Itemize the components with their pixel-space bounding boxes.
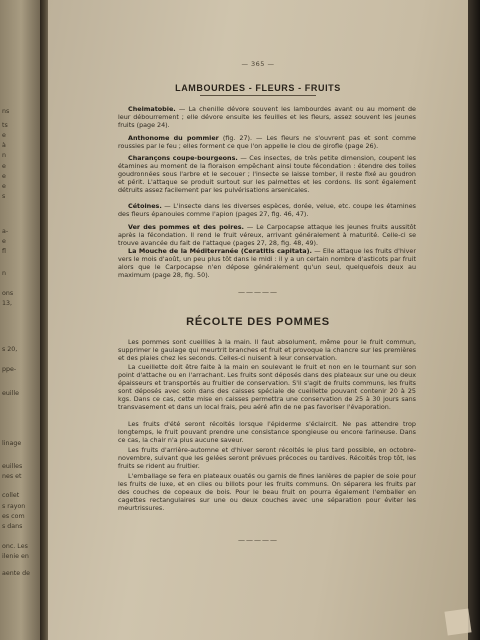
corner-label — [444, 608, 471, 635]
left-page-fragment: n — [2, 152, 6, 159]
section-divider-end: ————— — [238, 536, 278, 544]
harvest-paragraph: La cueillette doit être faite à la main en soulevant le fruit et non en le tournant sur son point d'attache ou en l'arrachant. Les fruits sont déposés dans des plateaux sur une ou deux épaisseurs et transportés au fruitier de conservation. S'il s'agit de fruits communs, les fruits sont déposés avec soin dans des caisses spéciale de cueillette pouvant contenir 20 à 25 kgs. Dans ce cas, cette mise en caisses permettra une conservation de 25 à 30 jours sans transvasement et dans un local frais, peu aéré afin de ne pas favoriser l'évaporation. — [118, 363, 416, 412]
left-page-fragment: 13, — [2, 300, 13, 307]
left-page-fragment: ts — [2, 122, 8, 129]
right-page — [48, 0, 468, 640]
left-page-fragment: e — [2, 132, 6, 139]
left-page-fragment: s rayon — [2, 503, 26, 510]
left-page-fragment: onc. Les — [2, 543, 28, 550]
left-page-fragment: euille — [2, 390, 19, 397]
pest-name: Cheimatobie. — [128, 105, 176, 113]
section-divider: ————— — [238, 288, 278, 296]
left-page-fragment: euilles — [2, 463, 23, 470]
left-page-fragment: collet — [2, 492, 20, 499]
pest-name: La Mouche de la Méditerranée (Ceratitis capitata). — [128, 247, 312, 255]
left-page-fragment: a- — [2, 228, 9, 235]
left-page-fragment: ns — [2, 108, 10, 115]
harvest-paragraph: L'emballage se fera en plateaux ouatés ou garnis de fines lanières de papier de soie pour les fruits de luxe, et en clies ou billots pour les fruits communs. On séparera les fruits par des couches de copeaux de bois. Pour le beau fruit on pourra également l'emballer en cagettes rectangulaires sur une ou deux couches avec une séparation pour éviter les meurtrissures. — [118, 472, 416, 513]
pest-name: Anthonome du pommier — [128, 134, 219, 142]
pest-description: — L'insecte dans les diverses espèces, dorée, velue, etc. coupe les étamines des fleurs épanouies comme l'apion (pages 27, fig. 46, 47). — [118, 202, 416, 219]
left-page-edge — [0, 0, 42, 640]
pest-name: Charançons coupe-bourgeons. — [128, 154, 238, 162]
left-page-fragment: fl — [2, 248, 6, 255]
harvest-paragraph: Les fruits d'été seront récoltés lorsque l'épiderme s'éclaircit. Ne pas attendre trop longtemps, le fruit pouvant prendre une consistance spongieuse ou encore farineuse. Dans ce cas, la chair n'a plus aucune saveur. — [118, 420, 416, 445]
section-title-lambourdes: LAMBOURDES - FLEURS - FRUITS — [175, 83, 341, 93]
left-page-fragment: n — [2, 270, 6, 277]
pest-paragraph — [118, 105, 416, 129]
pest-description: — Ces insectes, de très petite dimension, coupent les étamines au moment de la floraison empêchant ainsi toute fécondation : étendre des toiles goudronnées sous l'arbre et le secouer ; l'insecte se laisse tomber, il reste fixé au goudron et périt. L'attaque se produit surtout sur les palmettes et les cordons. Ils sont également détruits assez facilement par les pulvérisations arsenicales. — [118, 154, 417, 195]
left-page-fragment: s dans — [2, 523, 23, 530]
left-page-fragment: e — [2, 173, 6, 180]
pest-paragraph — [118, 223, 416, 247]
pest-description: (fig. 27). — Les fleurs ne s'ouvrent pas et sont comme roussies par le feu ; elles forment ce que l'on appelle le clou de girofle (page 26). — [118, 134, 416, 151]
pest-paragraph — [118, 202, 416, 218]
left-page-fragment: à — [2, 142, 6, 149]
harvest-paragraph: Les pommes sont cueillies à la main. Il faut absolument, même pour le fruit commun, supprimer le gaulage qui meurtrit branches et fruit et provoque la chancre sur les premières et des plaies chez les seconds. Celles-ci nuisent à leur conservation. — [118, 338, 416, 363]
left-page-fragment: ons — [2, 290, 14, 297]
pest-paragraph — [118, 154, 416, 194]
left-page-fragment: aente de — [2, 570, 30, 577]
section-title-recolte: RÉCOLTE DES POMMES — [186, 316, 330, 328]
left-page-fragment: es com — [2, 513, 25, 520]
pest-description: — Elle attaque les fruits d'hiver vers le mois d'août, un peu plus tôt dans le midi : il y a un certain nombre d'asticots par fruit alors que le Carpocapse n'en dépose généralement qu'un seul, quelquefois deux au maximum (page 28, fig. 50). — [118, 247, 416, 280]
pest-paragraph — [118, 247, 416, 279]
left-page-fragment: s 20, — [2, 346, 18, 353]
pest-name: Ver des pommes et des poires. — [128, 223, 244, 231]
pest-name: Cétoines. — [128, 202, 162, 210]
left-page-fragment: s — [2, 193, 6, 200]
title-underline — [200, 95, 316, 96]
harvest-paragraph: Les fruits d'arrière-automne et d'hiver seront récoltés le plus tard possible, en octobre-novembre, suivant que les gelées seront prévues précoces ou tardives. Récoltés trop tôt, les fruits se rident au fruitier. — [118, 446, 416, 471]
pest-description: — Le Carpocapse attaque les jeunes fruits aussitôt après la fécondation. Il rend le fruit véreux, arrivant généralement à maturité. Celle-ci se trouve avancée du fait de l'attaque (pages 27, 28, fig. 48, 49). — [118, 223, 416, 248]
left-page-fragment: e — [2, 238, 6, 245]
pest-description: — La chenille dévore souvent les lambourdes avant ou au moment de leur débourrement ; elle dévore ensuite les feuilles et les fleurs, assez souvent les jeunes fruits (page 24). — [118, 105, 416, 130]
left-page-fragment: e — [2, 183, 6, 190]
left-page-fragment: linage — [2, 440, 22, 447]
left-page-fragment: ppe- — [2, 366, 17, 373]
pest-paragraph — [118, 134, 416, 150]
left-page-fragment: ilenie en — [2, 553, 29, 560]
left-page-fragment: e — [2, 163, 6, 170]
left-page-fragment: nes et — [2, 473, 22, 480]
right-page-edge — [468, 0, 480, 640]
page-number: — 365 — — [241, 60, 275, 68]
